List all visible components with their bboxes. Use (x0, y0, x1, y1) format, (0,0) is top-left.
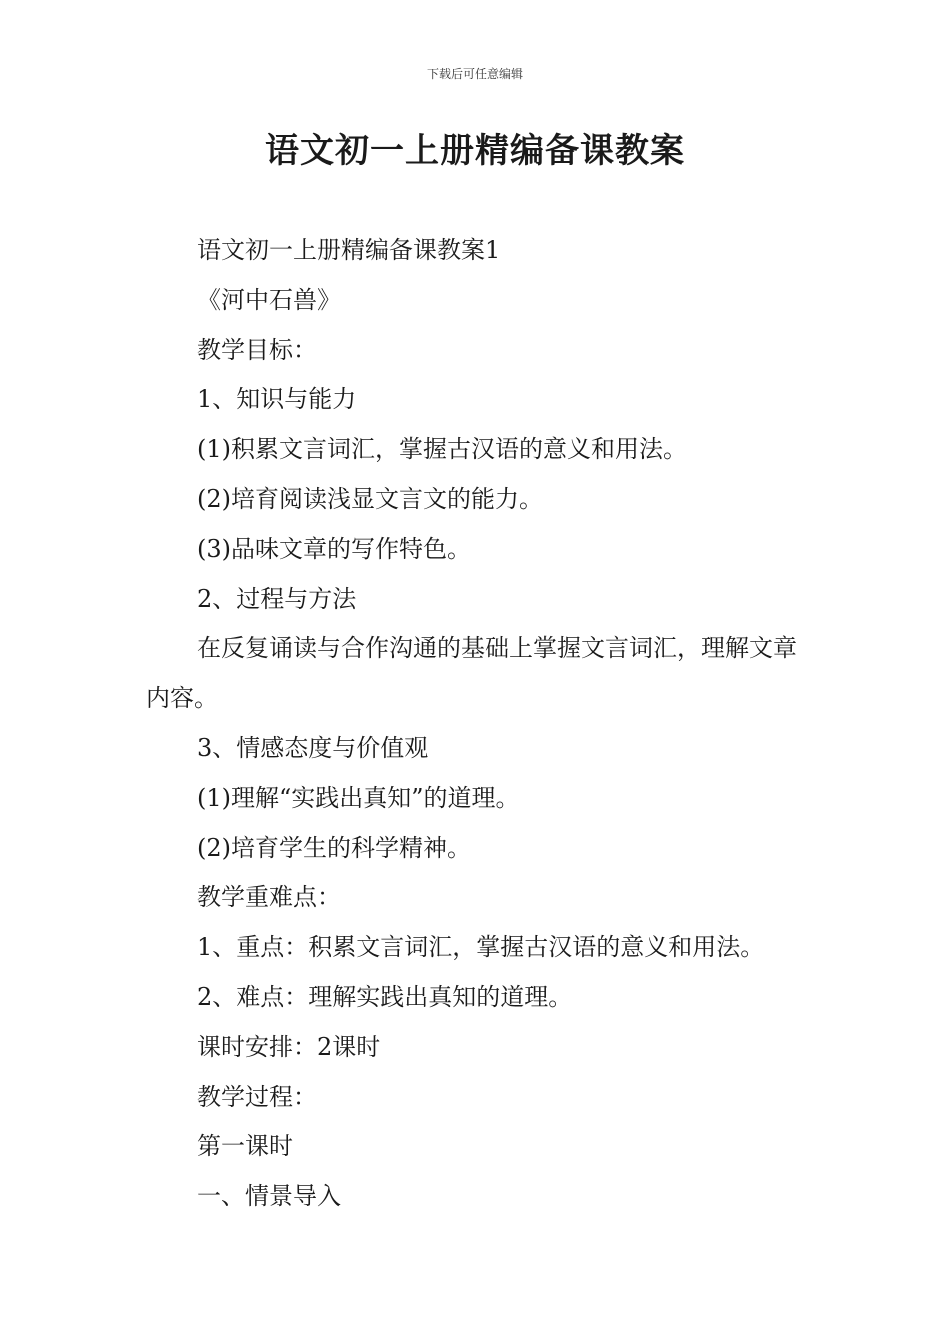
section-heading-teaching-process: 教学过程： (197, 1082, 317, 1111)
section-heading-key-difficult-points: 教学重难点： (197, 883, 341, 912)
goal-knowledge-ability: 1、知识与能力 (197, 385, 357, 414)
goal-item: (2)培育阅读浅显文言文的能力。 (197, 484, 543, 513)
goal-item: (1)积累文言词汇，掌握古汉语的意义和用法。 (197, 435, 687, 464)
first-lesson-heading: 第一课时 (197, 1132, 293, 1161)
difficult-point: 2、难点：理解实践出真知的道理。 (197, 982, 573, 1011)
section-heading-teaching-goals: 教学目标： (197, 335, 317, 364)
text-title: 《河中石兽》 (197, 285, 341, 314)
goal-emotion-values: 3、情感态度与价值观 (197, 733, 429, 762)
lesson-plan-heading: 语文初一上册精编备课教案1 (197, 236, 501, 264)
goal-item: (3)品味文章的写作特色。 (197, 534, 471, 563)
key-point: 1、重点：积累文言词汇，掌握古汉语的意义和用法。 (197, 933, 765, 962)
goal-item: (2)培育学生的科学精神。 (197, 833, 471, 862)
goal-process-method: 2、过程与方法 (197, 584, 357, 613)
page-header-note: 下载后可任意编辑 (426, 67, 523, 81)
document-body (146, 226, 810, 1222)
goal-item: (1)理解“实践出真知”的道理。 (197, 783, 520, 812)
class-hours: 课时安排：2课时 (197, 1032, 381, 1061)
goal-process-description: 在反复诵读与合作沟通的基础上掌握文言词汇，理解文章内容。 (146, 634, 797, 713)
document-title: 语文初一上册精编备课教案 (265, 131, 685, 171)
step-scenario-introduction: 一、情景导入 (197, 1182, 341, 1211)
